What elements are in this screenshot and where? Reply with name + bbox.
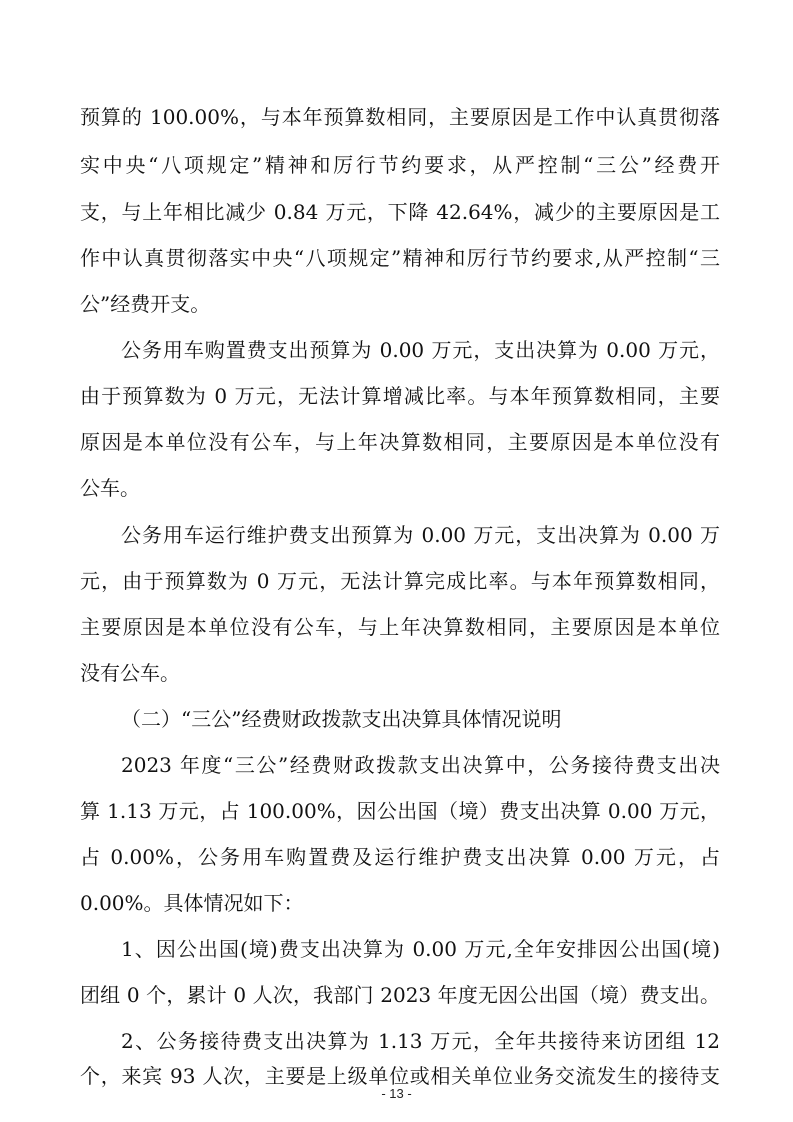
body-text-line: 公车。 xyxy=(80,476,140,500)
paragraph-first-line: 1、因公出国(境)费支出决算为 0.00 万元,全年安排因公出国(境) xyxy=(121,937,720,961)
paragraph-first-line: 公务用车购置费支出预算为 0.00 万元，支出决算为 0.00 万元， xyxy=(121,338,720,362)
body-text-line: 由于预算数为 0 万元，无法计算增减比率。与本年预算数相同，主要 xyxy=(80,384,720,408)
body-text-line: 算 1.13 万元，占 100.00%，因公出国（境）费支出决算 0.00 万元， xyxy=(80,799,720,823)
body-text-line: 原因是本单位没有公车，与上年决算数相同，主要原因是本单位没有 xyxy=(80,430,720,454)
body-text-line: 元，由于预算数为 0 万元，无法计算完成比率。与本年预算数相同， xyxy=(80,569,720,593)
page-number: - 13 - xyxy=(381,1086,412,1101)
body-text-line: 支，与上年相比减少 0.84 万元，下降 42.64%，减少的主要原因是工 xyxy=(80,200,720,224)
body-text-line: 实中央“八项规定”精神和厉行节约要求，从严控制“三公”经费开 xyxy=(80,153,720,177)
body-text-line: 个，来宾 93 人次，主要是上级单位或相关单位业务交流发生的接待支 xyxy=(80,1064,720,1088)
paragraph-first-line: 2、公务接待费支出决算为 1.13 万元，全年共接待来访团组 12 xyxy=(121,1029,720,1053)
body-text-line: 0.00%。具体情况如下： xyxy=(80,891,304,915)
body-text-line: 预算的 100.00%，与本年预算数相同，主要原因是工作中认真贯彻落 xyxy=(80,105,720,129)
body-text-line: 没有公车。 xyxy=(80,661,180,685)
section-heading: （二）“三公”经费财政拨款支出决算具体情况说明 xyxy=(121,707,562,731)
body-text-line: 主要原因是本单位没有公车，与上年决算数相同，主要原因是本单位 xyxy=(80,615,720,639)
body-text-line: 团组 0 个，累计 0 人次，我部门 2023 年度无因公出国（境）费支出。 xyxy=(80,983,720,1007)
body-text-line: 作中认真贯彻落实中央“八项规定”精神和厉行节约要求,从严控制“三 xyxy=(80,246,720,270)
body-text-line: 公”经费开支。 xyxy=(80,292,211,316)
body-text-line: 占 0.00%，公务用车购置费及运行维护费支出决算 0.00 万元，占 xyxy=(80,845,720,869)
paragraph-first-line: 2023 年度“三公”经费财政拨款支出决算中，公务接待费支出决 xyxy=(121,753,720,777)
paragraph-first-line: 公务用车运行维护费支出预算为 0.00 万元，支出决算为 0.00 万 xyxy=(121,523,720,547)
